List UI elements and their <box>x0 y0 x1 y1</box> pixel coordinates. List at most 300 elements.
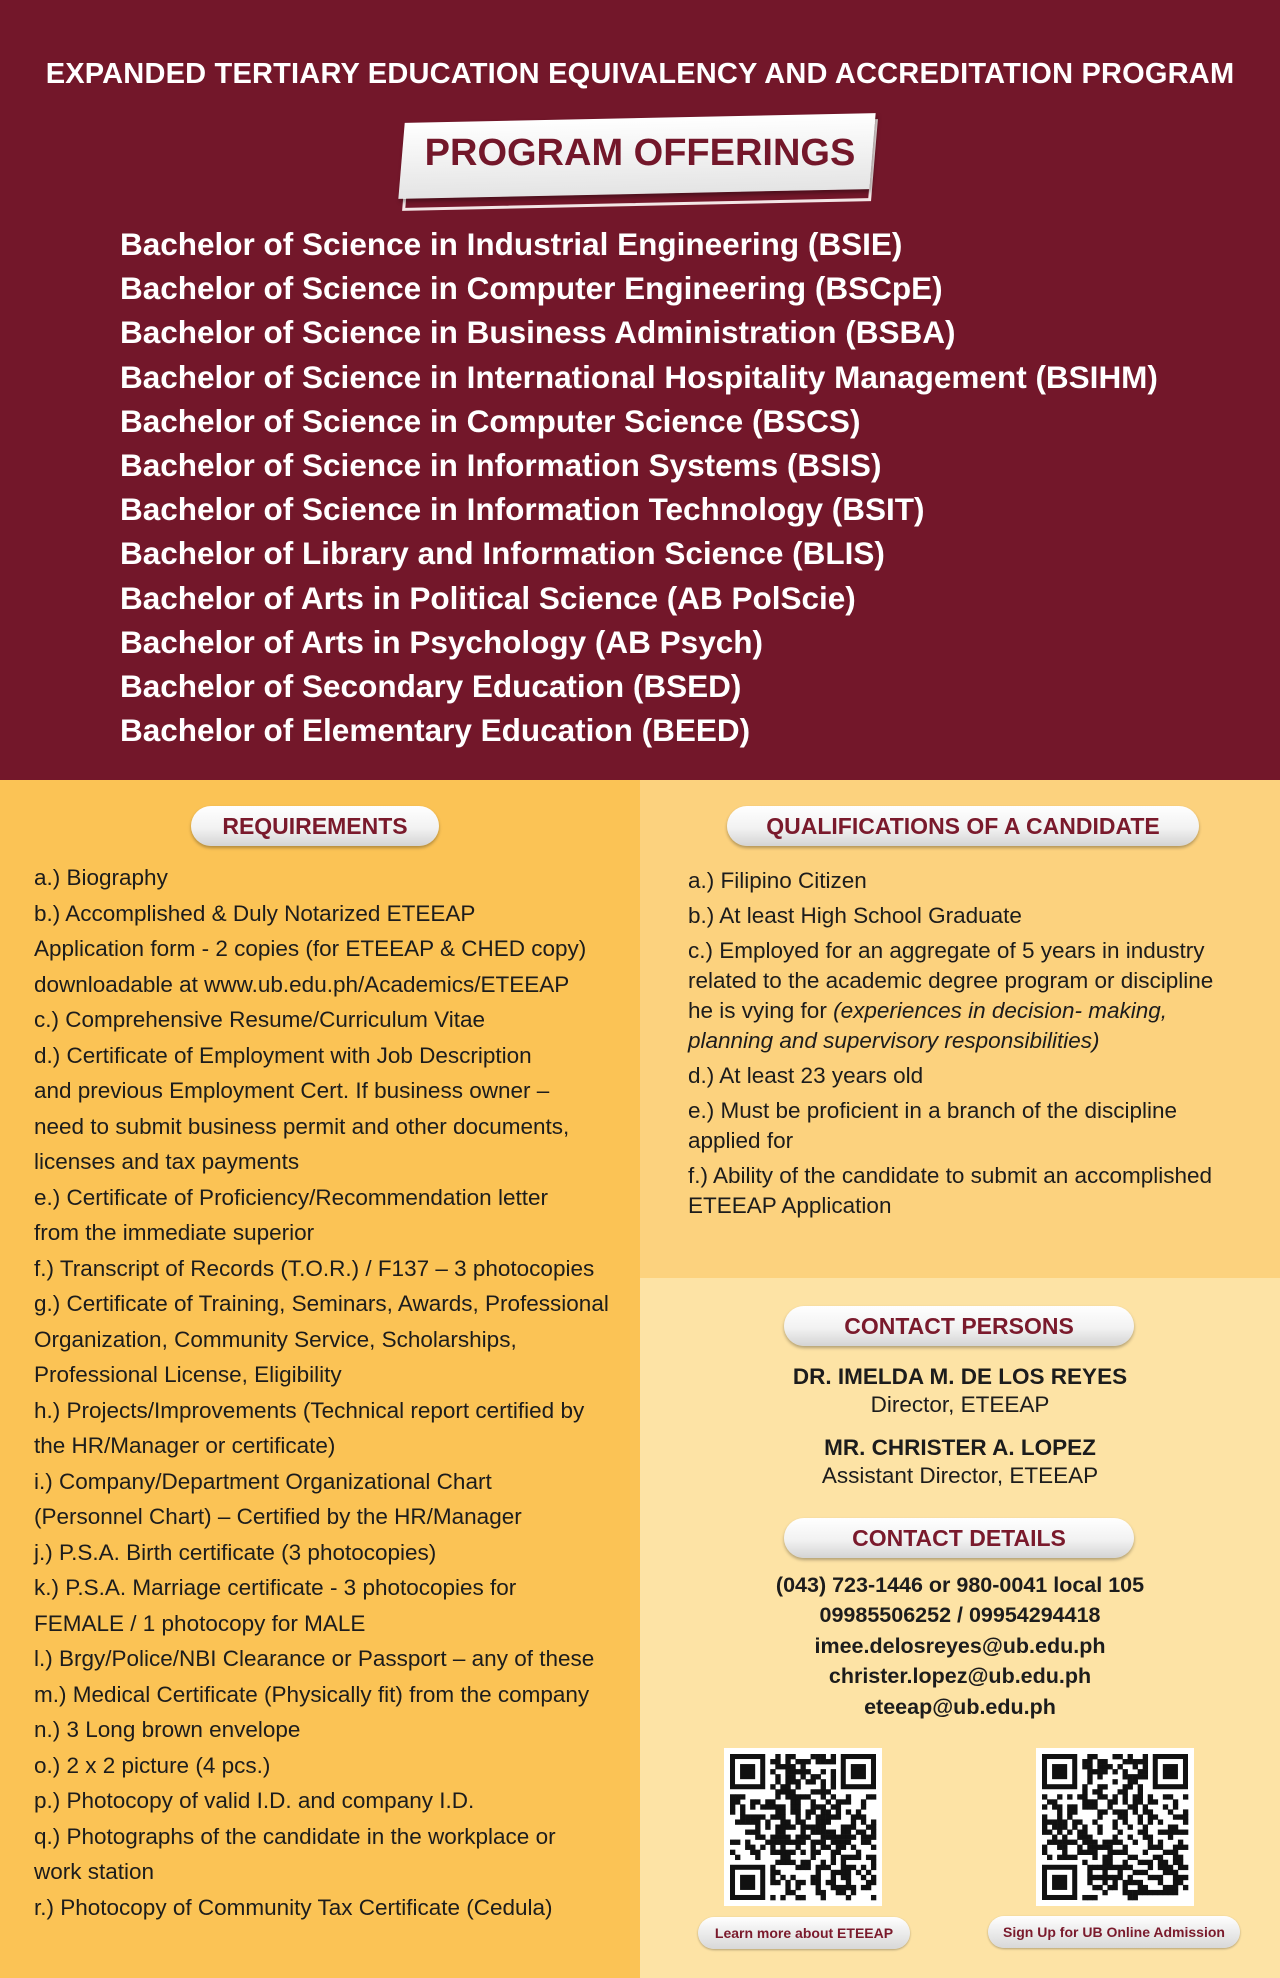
qr-module <box>1133 1794 1138 1799</box>
qr-module <box>1148 1814 1153 1819</box>
qr-module <box>1112 1875 1117 1880</box>
qr-finder-pattern <box>1163 1764 1178 1779</box>
qr-module <box>735 1855 740 1860</box>
qr-module <box>1178 1860 1183 1865</box>
qr-module <box>816 1804 821 1809</box>
qr-module <box>1092 1799 1097 1804</box>
qr-module <box>1067 1840 1072 1845</box>
qr-module <box>1118 1850 1123 1855</box>
qr-module <box>861 1840 866 1845</box>
qr-module <box>1118 1814 1123 1819</box>
qr-module <box>1097 1865 1102 1870</box>
qr-module <box>831 1794 836 1799</box>
qr-module <box>1107 1845 1112 1850</box>
qr-module <box>1087 1764 1092 1769</box>
qr-module <box>1143 1764 1148 1769</box>
qr-module <box>785 1754 790 1759</box>
qr-module <box>780 1824 785 1829</box>
contact-email: eteeap@ub.edu.ph <box>864 1694 1056 1719</box>
qr-module <box>836 1870 841 1875</box>
qr-module <box>856 1855 861 1860</box>
qr-module <box>841 1890 846 1895</box>
qr-module <box>1128 1875 1133 1880</box>
qr-module <box>816 1774 821 1779</box>
qr-module <box>785 1835 790 1840</box>
qr-module <box>795 1769 800 1774</box>
qr-module <box>846 1809 851 1814</box>
qr-module <box>821 1789 826 1794</box>
qr-module <box>1047 1819 1052 1824</box>
qr-module <box>861 1804 866 1809</box>
qualification-item <box>688 901 1258 931</box>
qr-module <box>871 1824 876 1829</box>
qr-module <box>1128 1890 1133 1895</box>
qr-module <box>826 1789 831 1794</box>
qr-module <box>821 1860 826 1865</box>
qr-module <box>1062 1819 1067 1824</box>
qualification-item <box>688 1161 1258 1221</box>
qr-module <box>806 1860 811 1865</box>
qr-module <box>1143 1885 1148 1890</box>
qr-module <box>800 1835 805 1840</box>
qr-module <box>1183 1794 1188 1799</box>
qr-module <box>1112 1809 1117 1814</box>
qr-module <box>846 1835 851 1840</box>
qr-module <box>831 1830 836 1835</box>
qr-module <box>1148 1875 1153 1880</box>
qr-module <box>1158 1860 1163 1865</box>
qr-module <box>1123 1794 1128 1799</box>
qr-module <box>816 1870 821 1875</box>
qr-module <box>770 1769 775 1774</box>
qr-module <box>1087 1840 1092 1845</box>
qr-module <box>851 1855 856 1860</box>
qr-module <box>735 1819 740 1824</box>
qr-module <box>1102 1794 1107 1799</box>
requirement-line: e.) Certificate of Proficiency/Recommendation letter <box>34 1184 548 1210</box>
qr-module <box>861 1865 866 1870</box>
qr-module <box>1082 1835 1087 1840</box>
requirement-line: c.) Comprehensive Resume/Curriculum Vitae <box>34 1007 485 1032</box>
qr-module <box>811 1850 816 1855</box>
qr-module <box>1143 1835 1148 1840</box>
qr-module <box>821 1779 826 1784</box>
qr-module <box>831 1784 836 1789</box>
qr-module <box>841 1885 846 1890</box>
qr-module <box>1097 1789 1102 1794</box>
qr-module <box>1042 1845 1047 1850</box>
qr-module <box>841 1875 846 1880</box>
qr-module <box>1057 1809 1062 1814</box>
qr-module <box>811 1880 816 1885</box>
qr-module <box>806 1865 811 1870</box>
qr-module <box>1168 1809 1173 1814</box>
qr-module <box>1052 1799 1057 1804</box>
qr-module <box>770 1870 775 1875</box>
qr-module <box>745 1819 750 1824</box>
program-item: Bachelor of Science in Computer Engineering (BSCpE) <box>120 270 943 307</box>
qr-module <box>1087 1779 1092 1784</box>
qr-module <box>811 1799 816 1804</box>
qr-module <box>816 1824 821 1829</box>
qr-module <box>1173 1804 1178 1809</box>
qr-module <box>765 1799 770 1804</box>
qr-module <box>775 1809 780 1814</box>
qr-module <box>861 1885 866 1890</box>
qr-module <box>790 1875 795 1880</box>
qr-code-icon[interactable] <box>1036 1748 1194 1906</box>
qr-module <box>1082 1895 1087 1900</box>
qr-module <box>730 1794 735 1799</box>
qr-module <box>821 1809 826 1814</box>
qr-module <box>1118 1830 1123 1835</box>
qr-module <box>1158 1880 1163 1885</box>
qr-module <box>1148 1890 1153 1895</box>
requirement-line: licenses and tax payments <box>34 1149 300 1174</box>
qr-module <box>1107 1840 1112 1845</box>
qr-module <box>826 1809 831 1814</box>
learn-more-eteeap-link[interactable]: Learn more about ETEEAP <box>698 1917 910 1949</box>
qr-code-image <box>724 1748 882 1906</box>
qr-module <box>861 1814 866 1819</box>
qr-module <box>1052 1835 1057 1840</box>
qr-module <box>1123 1809 1128 1814</box>
qualification-text: ETEEAP Application <box>688 1193 892 1218</box>
qr-module <box>795 1814 800 1819</box>
qr-module <box>755 1824 760 1829</box>
qr-module <box>1173 1845 1178 1850</box>
qr-module <box>811 1779 816 1784</box>
qr-module <box>851 1819 856 1824</box>
contact-person <box>640 1434 1280 1490</box>
qr-module <box>785 1850 790 1855</box>
qr-module <box>846 1794 851 1799</box>
qr-module <box>1173 1855 1178 1860</box>
qr-module <box>1173 1814 1178 1819</box>
qr-module <box>780 1860 785 1865</box>
qr-module <box>1087 1769 1092 1774</box>
qr-module <box>831 1759 836 1764</box>
contact-role: Assistant Director, ETEEAP <box>821 1463 1099 1488</box>
qr-module <box>780 1835 785 1840</box>
qr-module <box>821 1840 826 1845</box>
qr-module <box>871 1895 876 1900</box>
qr-module <box>730 1840 735 1845</box>
qr-module <box>1057 1819 1062 1824</box>
qr-module <box>800 1824 805 1829</box>
qr-module <box>1062 1835 1067 1840</box>
qr-module <box>1128 1784 1133 1789</box>
qr-module <box>1102 1845 1107 1850</box>
qr-module <box>1183 1845 1188 1850</box>
qr-module <box>1097 1794 1102 1799</box>
qr-module <box>800 1880 805 1885</box>
qr-module <box>1183 1865 1188 1870</box>
qr-module <box>1087 1804 1092 1809</box>
qr-module <box>826 1830 831 1835</box>
qr-module <box>765 1804 770 1809</box>
qr-module <box>811 1845 816 1850</box>
qr-module <box>1123 1814 1128 1819</box>
qr-module <box>856 1830 861 1835</box>
qr-module <box>775 1759 780 1764</box>
qr-module <box>851 1890 856 1895</box>
qr-module <box>775 1830 780 1835</box>
qualification-text: he is vying for <box>688 998 834 1023</box>
qr-module <box>816 1875 821 1880</box>
qr-module <box>780 1804 785 1809</box>
requirement-line: f.) Transcript of Records (T.O.R.) / F137 – 3 photocopies <box>34 1255 595 1281</box>
qr-module <box>846 1799 851 1804</box>
qr-module <box>785 1860 790 1865</box>
qr-module <box>775 1789 780 1794</box>
requirement-line: j.) P.S.A. Birth certificate (3 photocopies) <box>34 1539 437 1565</box>
qr-module <box>1183 1875 1188 1880</box>
program-item: Bachelor of Science in Information Technology (BSIT) <box>120 491 925 528</box>
qr-module <box>1057 1845 1062 1850</box>
qr-module <box>831 1774 836 1779</box>
requirement-line: g.) Certificate of Training, Seminars, Awards, Professional <box>34 1291 609 1316</box>
qr-module <box>1097 1830 1102 1835</box>
qr-module <box>1138 1819 1143 1824</box>
qr-module <box>785 1764 790 1769</box>
qr-module <box>790 1789 795 1794</box>
contact-email: imee.delosreyes@ub.edu.ph <box>814 1633 1106 1658</box>
qr-module <box>1183 1814 1188 1819</box>
qr-module <box>806 1759 811 1764</box>
requirement-line: n.) 3 Long brown envelope <box>34 1717 301 1742</box>
requirement-line: Application form - 2 copies (for ETEEAP & CHED copy) <box>34 936 587 961</box>
program-item: Bachelor of Science in Information Systems (BSIS) <box>120 447 882 484</box>
qr-module <box>1057 1830 1062 1835</box>
qr-module <box>795 1794 800 1799</box>
qr-module <box>1112 1840 1117 1845</box>
qr-module <box>1072 1855 1077 1860</box>
qr-module <box>821 1830 826 1835</box>
qr-module <box>1082 1840 1087 1845</box>
qr-module <box>1153 1890 1158 1895</box>
qr-module <box>1123 1774 1128 1779</box>
requirements-list <box>34 860 634 1925</box>
qr-module <box>790 1754 795 1759</box>
qr-module <box>1133 1759 1138 1764</box>
qr-module <box>811 1754 816 1759</box>
qr-module <box>795 1784 800 1789</box>
qr-module <box>750 1804 755 1809</box>
qr-module <box>795 1840 800 1845</box>
qr-module <box>1112 1794 1117 1799</box>
qr-module <box>821 1794 826 1799</box>
qr-module <box>1077 1835 1082 1840</box>
qr-module <box>795 1865 800 1870</box>
qr-module <box>1092 1865 1097 1870</box>
qr-module <box>871 1855 876 1860</box>
qualification-text: applied for <box>688 1128 794 1153</box>
qr-module <box>1112 1754 1117 1759</box>
qr-module <box>841 1855 846 1860</box>
qr-finder-pattern <box>1052 1875 1067 1890</box>
qr-code-image <box>1036 1748 1194 1906</box>
qr-module <box>836 1814 841 1819</box>
qr-module <box>765 1840 770 1845</box>
qr-module <box>1173 1850 1178 1855</box>
qr-module <box>1158 1819 1163 1824</box>
qr-code-icon[interactable] <box>724 1748 882 1906</box>
contact-name: MR. CHRISTER A. LOPEZ <box>824 1435 1096 1460</box>
qr-module <box>1087 1895 1092 1900</box>
qr-module <box>1138 1799 1143 1804</box>
qr-module <box>1133 1779 1138 1784</box>
qr-module <box>1087 1759 1092 1764</box>
qr-module <box>1133 1880 1138 1885</box>
qr-module <box>1072 1809 1077 1814</box>
qr-module <box>1123 1885 1128 1890</box>
qr-module <box>816 1890 821 1895</box>
qr-module <box>1123 1860 1128 1865</box>
qr-module <box>1168 1890 1173 1895</box>
qr-module <box>1107 1865 1112 1870</box>
qr-module <box>775 1880 780 1885</box>
qr-module <box>1082 1824 1087 1829</box>
qr-module <box>1183 1819 1188 1824</box>
qr-module <box>1092 1845 1097 1850</box>
qr-module <box>1097 1814 1102 1819</box>
qr-module <box>770 1814 775 1819</box>
qr-module <box>1123 1865 1128 1870</box>
qr-module <box>1128 1824 1133 1829</box>
qr-module <box>1173 1860 1178 1865</box>
qr-module <box>836 1799 841 1804</box>
qr-module <box>1173 1890 1178 1895</box>
qr-module <box>851 1845 856 1850</box>
qr-module <box>1128 1835 1133 1840</box>
contact-details-heading: CONTACT DETAILS <box>784 1518 1134 1558</box>
qr-module <box>1138 1885 1143 1890</box>
qr-module <box>831 1870 836 1875</box>
qr-module <box>1128 1759 1133 1764</box>
qr-module <box>800 1819 805 1824</box>
qr-module <box>795 1809 800 1814</box>
qr-module <box>775 1794 780 1799</box>
qr-module <box>800 1769 805 1774</box>
requirement-line: k.) P.S.A. Marriage certificate - 3 photocopies for <box>34 1575 517 1600</box>
qr-module <box>1153 1855 1158 1860</box>
qr-module <box>1102 1855 1107 1860</box>
qr-module <box>1128 1855 1133 1860</box>
qr-module <box>1148 1835 1153 1840</box>
qr-module <box>785 1794 790 1799</box>
program-item: Bachelor of Elementary Education (BEED) <box>120 712 751 749</box>
qr-module <box>780 1830 785 1835</box>
qualification-item <box>688 936 1258 1056</box>
qr-module <box>841 1830 846 1835</box>
qr-module <box>1128 1779 1133 1784</box>
qr-module <box>775 1824 780 1829</box>
qr-module <box>1163 1830 1168 1835</box>
qr-module <box>1102 1880 1107 1885</box>
qr-module <box>831 1779 836 1784</box>
qr-module <box>1057 1794 1062 1799</box>
qr-module <box>785 1774 790 1779</box>
qr-module <box>1173 1830 1178 1835</box>
qr-module <box>1112 1885 1117 1890</box>
qr-module <box>785 1789 790 1794</box>
qr-module <box>1092 1855 1097 1860</box>
requirement-line: i.) Company/Department Organizational Chart <box>34 1468 492 1494</box>
qr-module <box>871 1835 876 1840</box>
qr-module <box>1097 1824 1102 1829</box>
qr-module <box>826 1880 831 1885</box>
requirement-line: need to submit business permit and other documents, <box>34 1113 570 1139</box>
qr-module <box>1138 1870 1143 1875</box>
qr-module <box>1112 1880 1117 1885</box>
qr-module <box>760 1845 765 1850</box>
qr-module <box>1183 1809 1188 1814</box>
qualification-text: e.) Must be proficient in a branch of the discipline <box>688 1098 1178 1123</box>
qr-module <box>831 1804 836 1809</box>
qr-module <box>1042 1824 1047 1829</box>
qr-module <box>1118 1809 1123 1814</box>
qr-module <box>826 1819 831 1824</box>
qr-module <box>1128 1754 1133 1759</box>
qr-module <box>1087 1835 1092 1840</box>
qr-module <box>780 1875 785 1880</box>
qr-module <box>790 1890 795 1895</box>
qr-module <box>831 1850 836 1855</box>
qr-module <box>1143 1769 1148 1774</box>
qr-module <box>1112 1850 1117 1855</box>
qr-module <box>800 1830 805 1835</box>
requirement-line: r.) Photocopy of Community Tax Certificate (Cedula) <box>34 1894 553 1920</box>
qr-module <box>775 1779 780 1784</box>
qr-module <box>821 1819 826 1824</box>
qr-module <box>770 1865 775 1870</box>
program-item: Bachelor of Library and Information Science (BLIS) <box>120 535 885 572</box>
qr-module <box>806 1794 811 1799</box>
qr-module <box>750 1819 755 1824</box>
requirement-line: (Personnel Chart) – Certified by the HR/Manager <box>34 1504 522 1529</box>
qr-module <box>811 1774 816 1779</box>
qr-module <box>1072 1824 1077 1829</box>
qualification-text: a.) Filipino Citizen <box>688 868 867 893</box>
qr-module <box>866 1824 871 1829</box>
qr-module <box>1143 1824 1148 1829</box>
qr-module <box>1112 1799 1117 1804</box>
qr-module <box>1118 1865 1123 1870</box>
qr-module <box>1138 1774 1143 1779</box>
requirement-line: work station <box>34 1859 155 1884</box>
qr-module <box>871 1830 876 1835</box>
qr-module <box>1118 1870 1123 1875</box>
online-admission-signup-link[interactable]: Sign Up for UB Online Admission <box>988 1916 1240 1948</box>
qr-module <box>1173 1880 1178 1885</box>
qr-module <box>1173 1799 1178 1804</box>
qr-module <box>1092 1754 1097 1759</box>
contact-persons-heading: CONTACT PERSONS <box>784 1306 1134 1346</box>
qr-module <box>1087 1845 1092 1850</box>
requirement-line: Professional License, Eligibility <box>34 1362 342 1387</box>
qr-module <box>1042 1830 1047 1835</box>
qr-module <box>1082 1799 1087 1804</box>
qr-module <box>755 1819 760 1824</box>
qr-module <box>1067 1855 1072 1860</box>
qr-module <box>1067 1794 1072 1799</box>
qr-module <box>785 1824 790 1829</box>
qr-module <box>861 1819 866 1824</box>
qr-module <box>1123 1845 1128 1850</box>
qr-module <box>1128 1895 1133 1900</box>
qr-module <box>821 1769 826 1774</box>
